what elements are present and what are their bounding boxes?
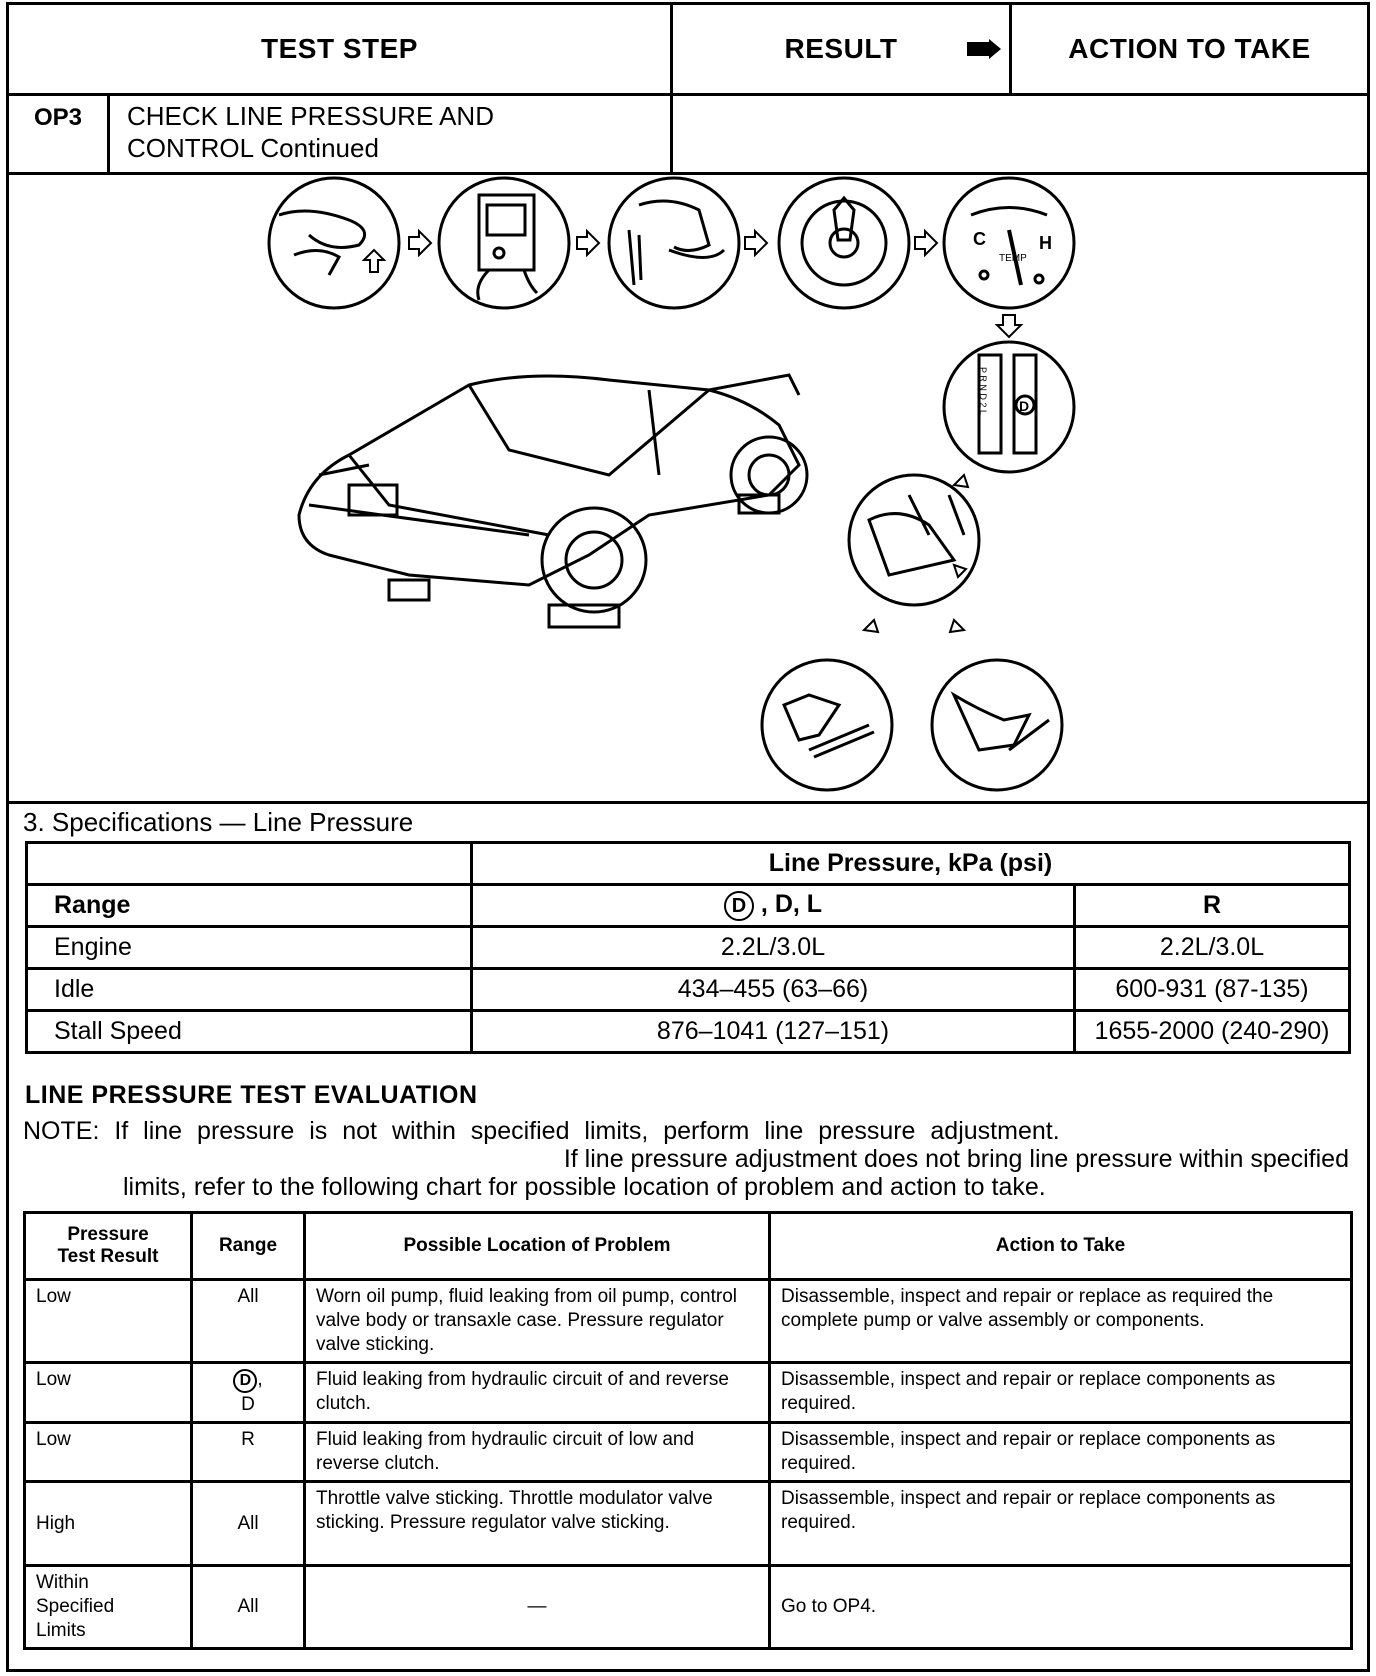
gauge-temp-label: TEMP	[999, 253, 1027, 264]
header-result-label: RESULT	[784, 33, 898, 64]
row-result-line1: Within	[36, 1572, 89, 1593]
hand-circle-icon	[269, 178, 399, 308]
row-range: All	[192, 1482, 305, 1566]
pressure-gauge-circle-icon	[439, 178, 569, 308]
step-title-line2: CONTROL Continued	[127, 133, 379, 163]
spec-row-stall-speed	[27, 1011, 1350, 1053]
row-range-comma: ,	[257, 1369, 263, 1390]
row-range: R	[192, 1423, 305, 1482]
spec-range-label: Range	[27, 885, 472, 927]
row-result	[25, 1566, 192, 1649]
row-range: All	[192, 1280, 305, 1363]
spec-row-idle	[27, 969, 1350, 1011]
evaluation-header-row	[25, 1213, 1352, 1280]
col-possible-location: Possible Location of Problem	[305, 1213, 770, 1280]
arrow-right-icon	[915, 231, 937, 255]
row-result-line2: Specified	[36, 1596, 115, 1617]
ignition-key-circle-icon	[779, 178, 909, 308]
spec-range-row	[27, 885, 1350, 927]
line-pressure-spec-table	[25, 841, 1351, 1054]
evaluation-row	[25, 1280, 1352, 1363]
arrow-right-icon	[967, 39, 1001, 59]
row-action: Disassemble, inspect and repair or replace components as required.	[770, 1482, 1352, 1566]
row-result: Low	[25, 1423, 192, 1482]
spec-range-d	[472, 885, 1075, 927]
illustration-drawing	[9, 175, 1367, 801]
car-on-blocks-icon	[299, 375, 807, 627]
step-id: OP3	[9, 96, 110, 172]
row-action: Go to OP4.	[770, 1566, 1352, 1649]
row-location: Fluid leaking from hydraulic circuit of low and reverse clutch.	[305, 1423, 770, 1482]
note-line2: If line pressure adjustment does not bring line pressure within specified	[563, 1145, 1349, 1173]
col-action-to-take: Action to Take	[770, 1213, 1352, 1280]
specifications-title: 3. Specifications — Line Pressure	[23, 807, 414, 837]
arrow-down-icon	[997, 315, 1021, 337]
step-row	[9, 96, 1367, 175]
spec-row-r-value: 2.2L/3.0L	[1075, 927, 1350, 969]
row-range	[192, 1363, 305, 1423]
procedure-sheet	[6, 2, 1370, 1672]
spec-range-r: R	[1075, 885, 1350, 927]
arrow-right-icon	[577, 231, 599, 255]
row-location: Fluid leaking from hydraulic circuit of and reverse clutch.	[305, 1363, 770, 1423]
header-action-to-take: ACTION TO TAKE	[1068, 33, 1311, 64]
header-test-step: TEST STEP	[9, 5, 673, 93]
row-location: —	[305, 1566, 770, 1649]
spec-row-d-value: 434–455 (63–66)	[472, 969, 1075, 1011]
row-result-line3: Limits	[36, 1620, 86, 1641]
note-line1: NOTE: If line pressure is not within specified limits, perform line pressure adjustment.	[23, 1117, 1060, 1145]
gauge-c-label: C	[973, 229, 986, 249]
arrow-down-left-icon	[864, 620, 878, 632]
header-row	[9, 5, 1367, 96]
evaluation-title: LINE PRESSURE TEST EVALUATION	[25, 1081, 478, 1109]
evaluation-row	[25, 1482, 1352, 1566]
spec-row-label: Idle	[27, 969, 472, 1011]
pedal-circle-icon	[849, 475, 979, 605]
spec-row-r-value: 1655-2000 (240-290)	[1075, 1011, 1350, 1053]
arrow-right-icon	[745, 231, 767, 255]
col-result-line2: Test Result	[57, 1246, 159, 1267]
step-title-line1: CHECK LINE PRESSURE AND	[127, 101, 494, 131]
row-action: Disassemble, inspect and repair or replace as required the complete pump or valve assembly or components.	[770, 1280, 1352, 1363]
row-range-line2: D	[241, 1394, 255, 1415]
col-range: Range	[192, 1213, 305, 1280]
spec-row-d-value: 876–1041 (127–151)	[472, 1011, 1075, 1053]
arrow-down-left-icon	[954, 475, 968, 487]
result-divider	[670, 96, 673, 172]
spec-header-empty	[27, 843, 472, 885]
spec-row-d-value: 2.2L/3.0L	[472, 927, 1075, 969]
gauge-h-label: H	[1039, 233, 1052, 253]
row-result: Low	[25, 1280, 192, 1363]
note-line3: limits, refer to the following chart for possible location of problem and action to take.	[123, 1173, 1046, 1201]
evaluation-row	[25, 1423, 1352, 1482]
row-range: All	[192, 1566, 305, 1649]
row-action: Disassemble, inspect and repair or replace components as required.	[770, 1423, 1352, 1482]
spec-range-d-rest: , D, L	[760, 890, 823, 919]
hose-connection-circle-icon	[609, 178, 739, 308]
row-location: Throttle valve sticking. Throttle modulator valve sticking. Pressure regulator valve sticking.	[305, 1482, 770, 1566]
selector-circled-d-label: D	[1019, 398, 1030, 414]
evaluation-row	[25, 1363, 1352, 1423]
spec-header-line-pressure: Line Pressure, kPa (psi)	[472, 843, 1350, 885]
arrow-down-right-icon	[950, 620, 964, 632]
header-result	[673, 5, 1012, 93]
row-result: Low	[25, 1363, 192, 1423]
spec-row-label: Stall Speed	[27, 1011, 472, 1053]
gear-selector-circle-icon	[944, 342, 1074, 472]
evaluation-row	[25, 1566, 1352, 1649]
col-pressure-test-result	[25, 1213, 192, 1280]
pedal-right-circle-icon	[932, 660, 1062, 790]
col-result-line1: Pressure	[67, 1224, 149, 1245]
spec-row-r-value: 600-931 (87-135)	[1075, 969, 1350, 1011]
evaluation-note	[23, 1117, 1353, 1201]
spec-header-row	[27, 843, 1350, 885]
spec-row-label: Engine	[27, 927, 472, 969]
pedal-left-circle-icon	[762, 660, 892, 790]
selector-letters-label: P R N D 2 L	[978, 367, 988, 415]
temperature-gauge-circle-icon	[944, 178, 1074, 308]
row-result: High	[25, 1482, 192, 1566]
evaluation-table	[23, 1211, 1353, 1650]
circled-d-symbol: D	[724, 891, 754, 921]
circled-d-symbol: D	[233, 1369, 257, 1393]
step-title	[127, 100, 494, 164]
arrow-right-icon	[409, 231, 431, 255]
procedure-illustration	[9, 175, 1367, 804]
row-action: Disassemble, inspect and repair or replace components as required.	[770, 1363, 1352, 1423]
row-location: Worn oil pump, fluid leaking from oil pump, control valve body or transaxle case. Pressure regulator valve sticking.	[305, 1280, 770, 1363]
spec-row-engine	[27, 927, 1350, 969]
